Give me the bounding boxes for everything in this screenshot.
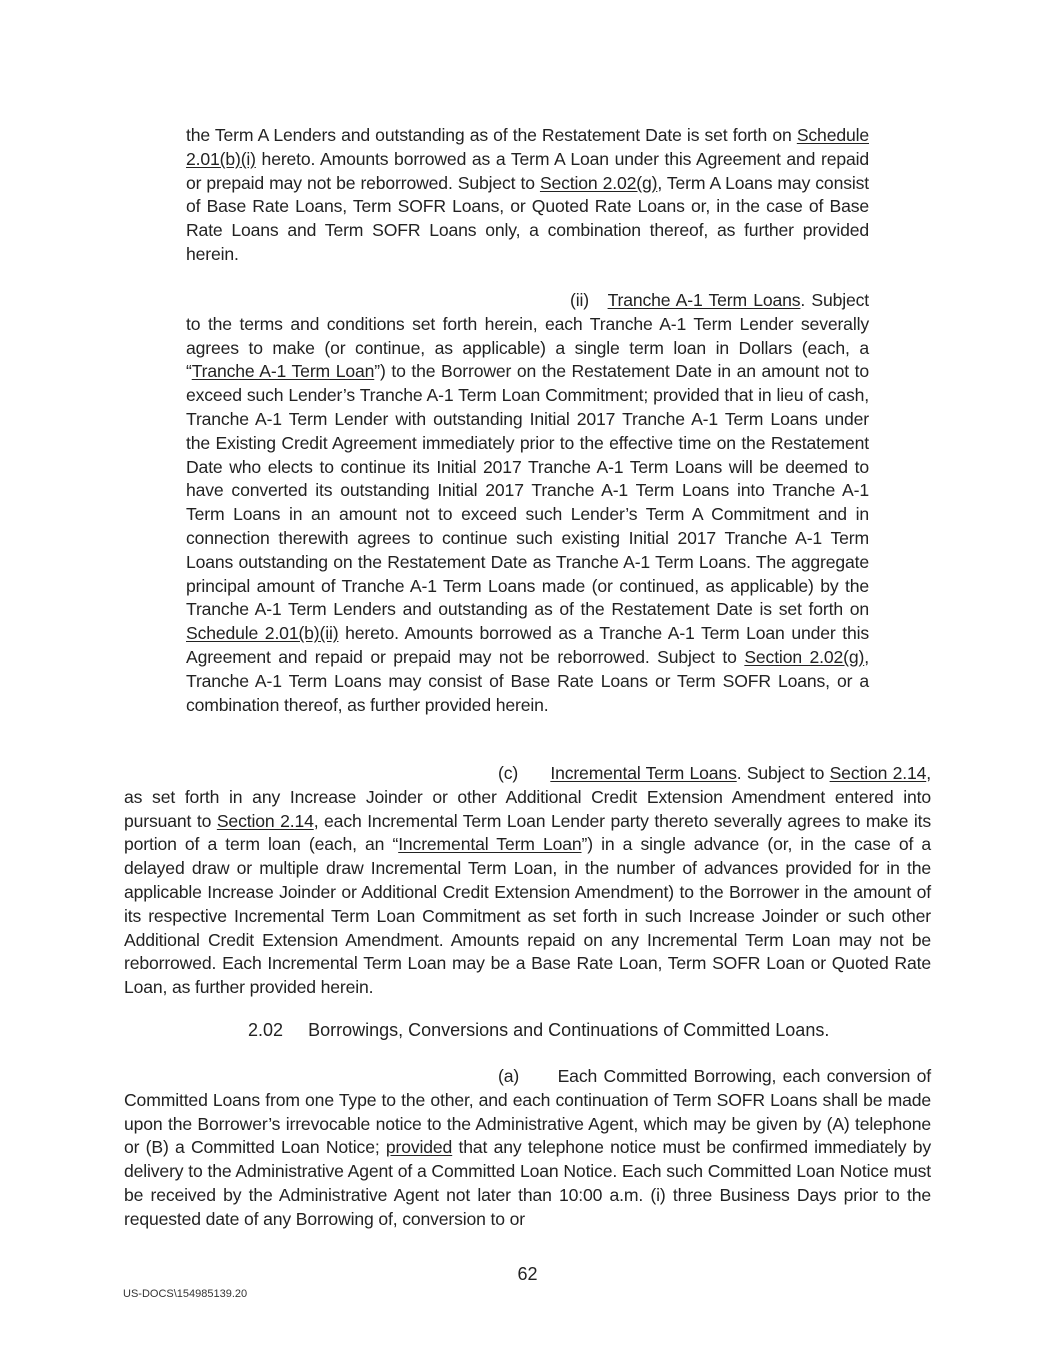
section-link: Section 2.14 bbox=[216, 810, 314, 831]
provided-term: provided bbox=[385, 1137, 453, 1158]
section-number: 2.02 bbox=[248, 1020, 284, 1040]
defined-term: Incremental Term Loan bbox=[398, 834, 582, 855]
item-heading: Tranche A-1 Term Loans bbox=[607, 290, 801, 310]
defined-term: Tranche A-1 Term Loan bbox=[191, 361, 375, 382]
page-number: 62 bbox=[517, 1264, 538, 1284]
paragraph-incremental-term-loans: (c) Incremental Term Loans. Subject to Section 2.14, as set forth in any Increase Joinder or other Additional Credit Extension Amendment entered into pursuant to Section 2.14, each Incremental Term Loan Lender party thereto severally agrees to make its portion of a term loan (each, an “Incremental Term Loan”) in a single advance (or, in the case of a delayed draw or multiple draw Incremental Term Loan, in the number of advances provided for in the applicable Increase Joinder or Additional Credit Extension Amendment) to the Borrower in the amount of its respective Incremental Term Loan Commitment as set forth in such Increase Joinder or such other Additional Credit Extension Amendment. Amounts repaid on any Incremental Term Loan may not be reborrowed. Each Incremental Term Loan may be a Base Rate Loan, Term SOFR Loan or Quoted Rate Loan, as further provided herein. bbox=[124, 763, 932, 998]
section-link: Section 2.14 bbox=[829, 763, 927, 783]
paragraph-committed-borrowing: (a) Each Committed Borrowing, each conversion of Committed Loans from one Type to the other, and each continuation of Term SOFR Loans shall be made upon the Borrower’s irrevocable notice to the Administrative Agent, which may be given by (A) telephone or (B) a Committed Loan Notice; provided that any telephone notice must be confirmed immediately by delivery to the Administrative Agent of a Committed Loan Notice. Each such Committed Loan Notice must be received by the Administrative Agent not later than 10:00 a.m. (i) three Business Days prior to the requested date of any Borrowing of, conversion to or bbox=[124, 1066, 932, 1229]
item-heading: Incremental Term Loans bbox=[550, 763, 737, 783]
item-number: (ii) bbox=[570, 290, 589, 310]
item-number: (a) bbox=[498, 1066, 520, 1086]
paragraph-term-a-continued: the Term A Lenders and outstanding as of the Restatement Date is set forth on Schedule 2.01(b)(i) hereto. Amounts borrowed as a Term A Loan under this Agreement and repaid or prepaid may not be reborrowed. Subject to Section 2.02(g), Term A Loans may consist of Base Rate Loans, Term SOFR Loans, or Quoted Rate Loans or, in the case of Base Rate Loans and Term SOFR Loans only, a combination thereof, as further provided herein. bbox=[186, 125, 869, 264]
paragraph-tranche-a1: (ii) Tranche A-1 Term Loans. Subject to the terms and conditions set forth herein, each Tranche A-1 Term Lender severally agrees to make (or continue, as applicable) a single term loan in Dollars (each, a “Tranche A-1 Term Loan”) to the Borrower on the Restatement Date in an amount not to exceed such Lender’s Tranche A-1 Term Loan Commitment; provided that in lieu of cash, Tranche A-1 Term Lender with outstanding Initial 2017 Tranche A-1 Term Loans under the Existing Credit Agreement immediately prior to the effective time on the Restatement Date who elects to continue its Initial 2017 Tranche A-1 Term Loans will be deemed to have converted its outstanding Initial 2017 Tranche A-1 Term Loans into Tranche A-1 Term Loans in an amount not to exceed such Lender’s Term A Commitment and in connection therewith agrees to continue such existing Initial 2017 Tranche A-1 Term Loans outstanding on the Restatement Date as Tranche A-1 Term Loans. The aggregate principal amount of Tranche A-1 Term Loans made (or continued, as applicable) by the Tranche A-1 Term Lenders and outstanding as of the Restatement Date is set forth on Schedule 2.01(b)(ii) hereto. Amounts borrowed as a Tranche A-1 Term Loan under this Agreement and repaid or prepaid may not be reborrowed. Subject to Section 2.02(g), Tranche A-1 Term Loans may consist of Base Rate Loans or Term SOFR Loans, or a combination thereof, as further provided herein. bbox=[186, 290, 870, 715]
section-link: Section 2.02(g) bbox=[744, 646, 865, 667]
item-number: (c) bbox=[498, 763, 519, 783]
schedule-link: Schedule 2.01(b)(i) bbox=[186, 125, 869, 169]
section-title: Borrowings, Conversions and Continuations of Committed Loans. bbox=[308, 1020, 830, 1040]
document-id: US-DOCS\154985139.20 bbox=[123, 1288, 248, 1300]
section-link: Section 2.02(g) bbox=[539, 172, 658, 193]
section-heading bbox=[248, 1018, 829, 1042]
schedule-link: Schedule 2.01(b)(ii) bbox=[186, 623, 339, 644]
